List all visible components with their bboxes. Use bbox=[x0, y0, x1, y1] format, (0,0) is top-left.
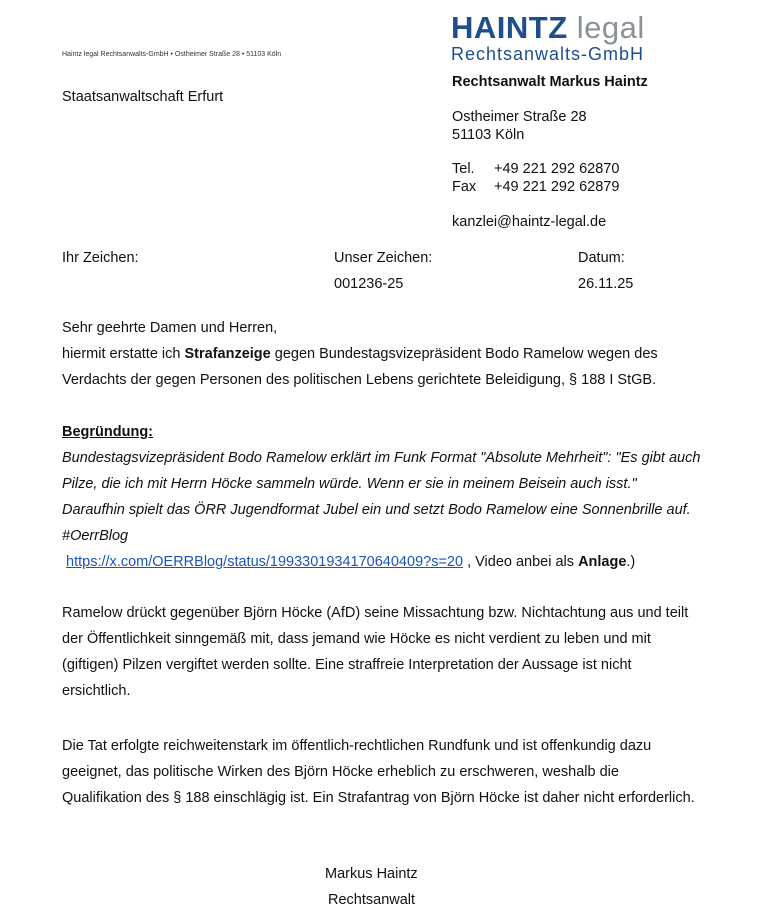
tel-label: Tel. bbox=[452, 161, 475, 177]
lawyer-name: Rechtsanwalt Markus Haintz bbox=[452, 74, 648, 90]
sender-email[interactable]: kanzlei@haintz-legal.de bbox=[452, 214, 607, 230]
intro-text-a: hiermit erstatte ich bbox=[62, 346, 185, 362]
our-ref-value: 001236-25 bbox=[334, 276, 404, 292]
recipient: Staatsanwaltschaft Erfurt bbox=[62, 89, 224, 105]
date-label: Datum: bbox=[578, 250, 625, 266]
your-ref-label: Ihr Zeichen: bbox=[62, 250, 139, 266]
logo-suffix: legal bbox=[576, 10, 645, 45]
signature-name: Markus Haintz bbox=[325, 866, 418, 882]
logo bbox=[451, 10, 645, 46]
argument-paragraph-1: Ramelow drückt gegenüber Björn Höcke (AfD) seine Missachtung bzw. Nichtachtung aus und teilt der Öffentlichkeit sinngemäß mit, dass jemand wie Höcke es nicht verdient zu leben und mit (giftigen) Pilzen vergiftet werden sollte. Eine straffreie Interpretation der Aussage ist nicht ersichtlich. bbox=[62, 605, 689, 699]
sender-return-line: Haintz legal Rechtsanwalts-GmbH • Ostheimer Straße 28 • 51103 Köln bbox=[62, 51, 282, 58]
intro-paragraph bbox=[62, 341, 702, 393]
signature-title: Rechtsanwalt bbox=[328, 892, 416, 908]
salutation: Sehr geehrte Damen und Herren, bbox=[62, 320, 278, 336]
attachment-label: Anlage bbox=[578, 554, 627, 570]
fax-number: +49 221 292 62879 bbox=[494, 179, 620, 195]
tweet-link[interactable]: https://x.com/OERRBlog/status/1993301934170640409?s=20 bbox=[66, 554, 464, 570]
grounds-link-line bbox=[62, 549, 702, 575]
logo-subtitle: Rechtsanwalts-GmbH bbox=[451, 44, 645, 64]
intro-section bbox=[62, 315, 702, 393]
intro-text-b: gegen Bundestagsvizepräsident Bodo Ramelow wegen des Verdachts der gegen Personen des politischen Lebens gerichtete Beleidigung, § 188 I StGB. bbox=[62, 346, 658, 388]
our-ref-label: Unser Zeichen: bbox=[334, 250, 433, 266]
argument-paragraph-2: Die Tat erfolgte reichweitenstark im öffentlich-rechtlichen Rundfunk und ist offenkundig dazu geeignet, das politische Wirken des Björn Höcke erheblich zu erschweren, weshalb die Qualifikation des § 188 einschlägig ist. Ein Strafantrag von Björn Höcke ist daher nicht erforderlich. bbox=[62, 738, 695, 806]
after-link-text: , Video anbei als bbox=[463, 554, 579, 570]
grounds-section bbox=[62, 419, 702, 575]
grounds-quote: Bundestagsvizepräsident Bodo Ramelow erklärt im Funk Format "Absolute Mehrheit": "Es gibt auch Pilze, die ich mit Herrn Höcke sammeln würde. Wenn er sie in meinem Beisein auch isst." Daraufhin spielt das ÖRR Jugendformat Jubel ein und setzt Bodo Ramelow eine Sonnenbrille auf. #OerrBlog bbox=[62, 450, 701, 544]
fax-label: Fax bbox=[452, 179, 477, 195]
logo-brand: HAINTZ bbox=[451, 10, 568, 45]
tel-number: +49 221 292 62870 bbox=[494, 161, 620, 177]
sender-street: Ostheimer Straße 28 bbox=[452, 109, 587, 125]
grounds-heading: Begründung: bbox=[62, 424, 154, 440]
closing-paren: .) bbox=[626, 554, 636, 570]
intro-strafanzeige: Strafanzeige bbox=[184, 346, 271, 362]
sender-city: 51103 Köln bbox=[452, 127, 525, 143]
date-value: 26.11.25 bbox=[578, 276, 634, 292]
